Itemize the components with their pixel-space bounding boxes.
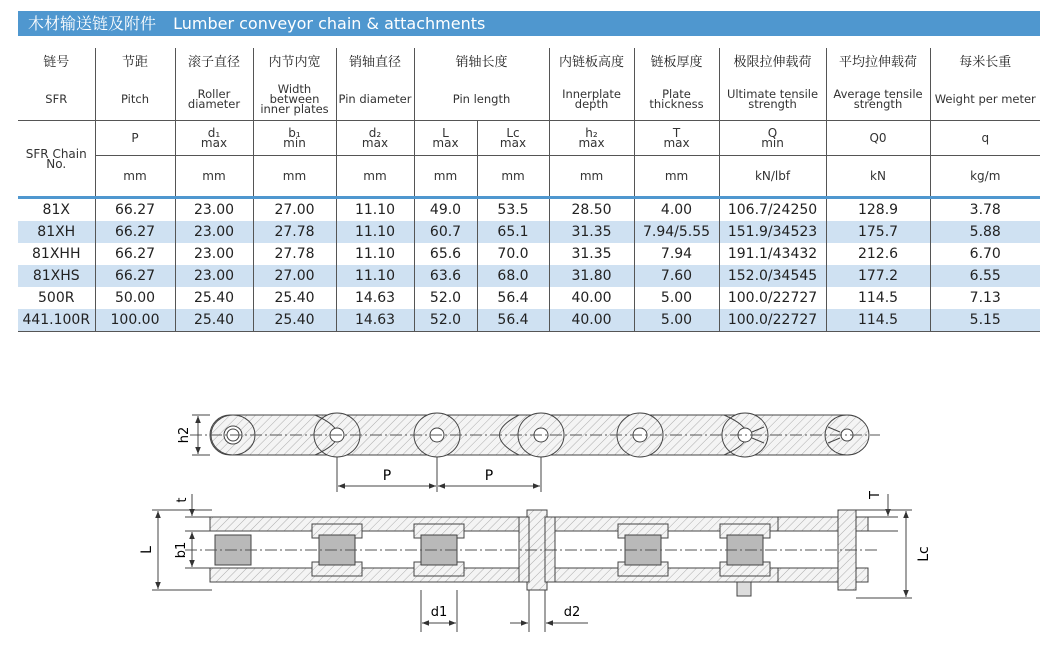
col-unit: mm <box>477 156 549 198</box>
label-t: t <box>175 497 190 503</box>
table-cell: 7.94/5.55 <box>634 221 719 243</box>
table-cell: 49.0 <box>414 198 477 222</box>
table-cell: 11.10 <box>336 265 414 287</box>
chain-no-label: SFR Chain No. <box>18 121 95 198</box>
table-cell: 27.78 <box>253 221 336 243</box>
table-cell: 27.00 <box>253 198 336 222</box>
col-en: Pitch <box>95 78 175 121</box>
label-p1: P <box>382 468 392 484</box>
table-cell: 65.6 <box>414 243 477 265</box>
label-L: L <box>139 546 155 554</box>
table-cell: 5.00 <box>634 287 719 309</box>
col-unit: mm <box>95 156 175 198</box>
label-p2: P <box>484 468 494 484</box>
table-cell: 11.10 <box>336 198 414 222</box>
col-en: Average tensile strength <box>826 78 930 121</box>
col-sym: d₂ max <box>336 121 414 156</box>
col-sym: h₂ max <box>549 121 634 156</box>
table-cell: 81X <box>42 202 70 218</box>
col-unit: mm <box>336 156 414 198</box>
table-cell: 5.15 <box>930 309 1040 332</box>
col-unit: mm <box>253 156 336 198</box>
table-cell: 50.00 <box>95 287 175 309</box>
table-cell: 63.6 <box>414 265 477 287</box>
table-cell: 14.63 <box>336 287 414 309</box>
table-cell: 25.40 <box>175 309 253 332</box>
table-cell: 66.27 <box>95 265 175 287</box>
col-cn: 滚子直径 <box>175 48 253 78</box>
col-cn: 每米长重 <box>930 48 1040 78</box>
table-cell: 6.55 <box>930 265 1040 287</box>
table-cell: 6.70 <box>930 243 1040 265</box>
table-cell: 40.00 <box>549 287 634 309</box>
table-cell: 66.27 <box>95 221 175 243</box>
table-cell: 4.00 <box>634 198 719 222</box>
col-sym: q <box>930 121 1040 156</box>
table-cell: 81XHH <box>32 246 81 262</box>
table-cell: 56.4 <box>477 309 549 332</box>
table-cell: 52.0 <box>414 309 477 332</box>
table-cell: 23.00 <box>175 243 253 265</box>
label-d2: d2 <box>563 605 581 620</box>
label-T: T <box>868 491 883 499</box>
table-cell: 31.35 <box>549 243 634 265</box>
label-d1: d1 <box>430 605 448 620</box>
col-cn: 链号 <box>43 55 70 70</box>
col-cn: 内链板高度 <box>549 48 634 78</box>
table-cell: 500R <box>38 290 75 306</box>
table-cell: 65.1 <box>477 221 549 243</box>
col-sym: P <box>95 121 175 156</box>
table-cell: 27.78 <box>253 243 336 265</box>
title-cn: 木材输送链及附件 <box>28 14 157 33</box>
table-cell: 23.00 <box>175 198 253 222</box>
table-cell: 70.0 <box>477 243 549 265</box>
table-cell: 100.00 <box>95 309 175 332</box>
table-cell: 7.13 <box>930 287 1040 309</box>
table-cell: 23.00 <box>175 221 253 243</box>
table-cell: 68.0 <box>477 265 549 287</box>
col-unit: kN/lbf <box>719 156 826 198</box>
table-cell: 100.0/22727 <box>719 287 826 309</box>
col-cn: 极限拉伸载荷 <box>719 48 826 78</box>
table-cell: 7.94 <box>634 243 719 265</box>
col-unit: mm <box>175 156 253 198</box>
table-cell: 40.00 <box>549 309 634 332</box>
col-cn: 销轴长度 <box>414 48 549 78</box>
table-cell: 212.6 <box>826 243 930 265</box>
table-cell: 14.63 <box>336 309 414 332</box>
col-unit: mm <box>414 156 477 198</box>
table-cell: 25.40 <box>253 309 336 332</box>
col-en: Plate thickness <box>634 78 719 121</box>
table-cell: 114.5 <box>826 287 930 309</box>
col-en: Pin length <box>414 78 549 121</box>
col-cn: 节距 <box>95 48 175 78</box>
col-en: Roller diameter <box>175 78 253 121</box>
col-cn: 内节内宽 <box>253 48 336 78</box>
table-cell: 81XHS <box>18 265 95 287</box>
col-sym-L: L max <box>414 121 477 156</box>
table-cell: 56.4 <box>477 287 549 309</box>
table-cell: 81XH <box>18 221 95 243</box>
table-cell: 152.0/34545 <box>719 265 826 287</box>
table-cell: 7.60 <box>634 265 719 287</box>
table-cell: 66.27 <box>95 243 175 265</box>
col-sym: Q min <box>719 121 826 156</box>
col-cn: 平均拉伸载荷 <box>826 48 930 78</box>
col-unit: mm <box>549 156 634 198</box>
table-cell: 11.10 <box>336 243 414 265</box>
table-cell: 53.5 <box>477 198 549 222</box>
col-sym: Q0 <box>826 121 930 156</box>
label-Lc: Lc <box>916 546 932 562</box>
chain-top-view <box>190 413 880 492</box>
title-en: Lumber conveyor chain & attachments <box>173 14 486 33</box>
table-cell: 31.80 <box>549 265 634 287</box>
col-unit: mm <box>634 156 719 198</box>
col-sym: b₁ min <box>253 121 336 156</box>
table-cell: 27.00 <box>253 265 336 287</box>
table-cell: 441.100R <box>18 309 95 332</box>
label-b1: b1 <box>174 541 189 559</box>
table-cell: 25.40 <box>175 287 253 309</box>
table-cell: 52.0 <box>414 287 477 309</box>
table-cell: 11.10 <box>336 221 414 243</box>
col-cn: 链板厚度 <box>634 48 719 78</box>
table-cell: 114.5 <box>826 309 930 332</box>
col-en: Pin diameter <box>336 78 414 121</box>
table-cell: 191.1/43432 <box>719 243 826 265</box>
table-cell: 128.9 <box>826 198 930 222</box>
table-cell: 31.35 <box>549 221 634 243</box>
table-cell: 60.7 <box>414 221 477 243</box>
col-cn: 销轴直径 <box>336 48 414 78</box>
table-cell: 151.9/34523 <box>719 221 826 243</box>
col-en: Innerplate depth <box>549 78 634 121</box>
col-en: Ultimate tensile strength <box>719 78 826 121</box>
table-cell: 3.78 <box>930 198 1040 222</box>
table-cell: 177.2 <box>826 265 930 287</box>
col-en: SFR <box>18 78 95 121</box>
table-cell: 106.7/24250 <box>719 198 826 222</box>
col-en: Width between inner plates <box>253 78 336 121</box>
table-cell: 5.88 <box>930 221 1040 243</box>
table-cell: 175.7 <box>826 221 930 243</box>
label-h2: h2 <box>177 426 192 444</box>
col-sym: T max <box>634 121 719 156</box>
table-cell: 25.40 <box>253 287 336 309</box>
table-cell: 66.27 <box>95 198 175 222</box>
col-en: Weight per meter <box>930 78 1040 121</box>
col-sym: d₁ max <box>175 121 253 156</box>
table-cell: 100.0/22727 <box>719 309 826 332</box>
col-unit: kN <box>826 156 930 198</box>
table-cell: 28.50 <box>549 198 634 222</box>
table-cell: 23.00 <box>175 265 253 287</box>
col-sym-Lc: Lc max <box>477 121 549 156</box>
table-cell: 5.00 <box>634 309 719 332</box>
chain-side-view <box>152 494 912 632</box>
col-unit: kg/m <box>930 156 1040 198</box>
